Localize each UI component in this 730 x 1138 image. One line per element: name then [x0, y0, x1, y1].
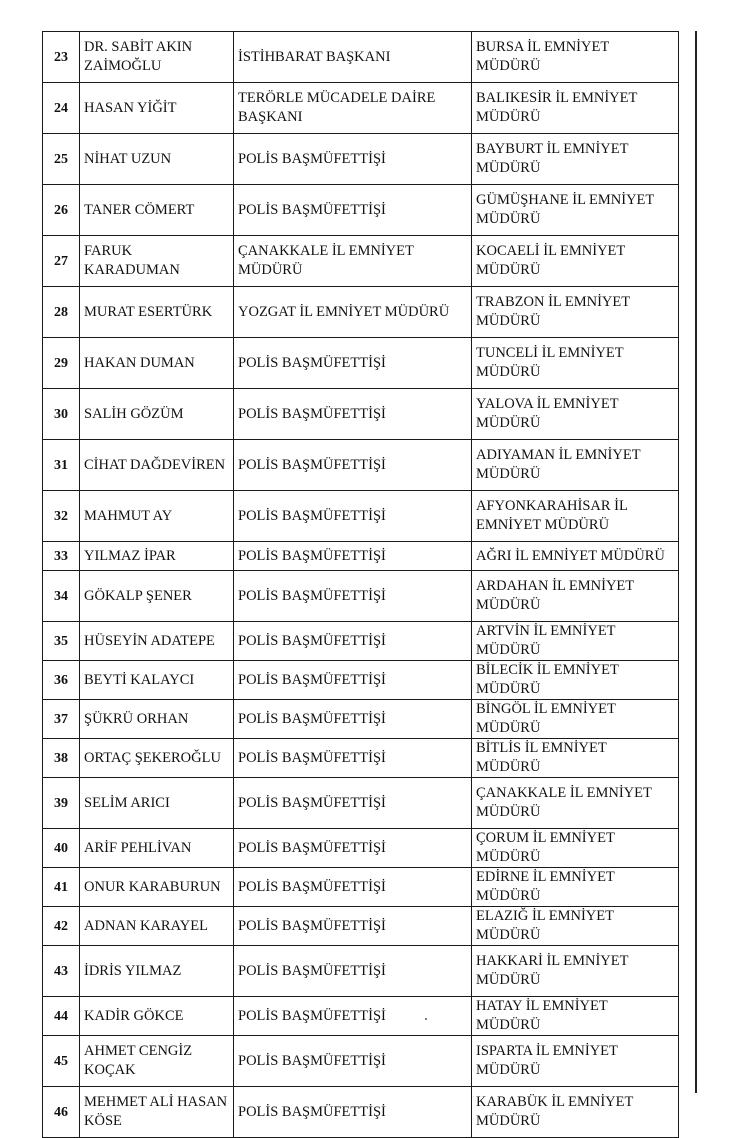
- current-position: POLİS BAŞMÜFETTİŞİ: [234, 829, 472, 868]
- appointment-table-body: [43, 32, 679, 1138]
- new-position: ISPARTA İL EMNİYET MÜDÜRÜ: [472, 1036, 679, 1087]
- row-number: 29: [43, 338, 80, 389]
- row-number: 38: [43, 739, 80, 778]
- current-position: POLİS BAŞMÜFETTİŞİ: [234, 440, 472, 491]
- current-position: POLİS BAŞMÜFETTİŞİ: [234, 868, 472, 907]
- new-position: KARABÜK İL EMNİYET MÜDÜRÜ: [472, 1087, 679, 1138]
- new-position: AĞRI İL EMNİYET MÜDÜRÜ: [472, 542, 679, 571]
- appointment-table: [42, 31, 679, 1138]
- current-position: POLİS BAŞMÜFETTİŞİ: [234, 739, 472, 778]
- row-number: 34: [43, 571, 80, 622]
- row-number: 32: [43, 491, 80, 542]
- row-number: 43: [43, 946, 80, 997]
- row-number: 35: [43, 622, 80, 661]
- current-position: POLİS BAŞMÜFETTİŞİ: [234, 491, 472, 542]
- new-position: ADIYAMAN İL EMNİYET MÜDÜRÜ: [472, 440, 679, 491]
- current-position: POLİS BAŞMÜFETTİŞİ: [234, 661, 472, 700]
- new-position: HAKKARİ İL EMNİYET MÜDÜRÜ: [472, 946, 679, 997]
- table-row: [43, 622, 679, 661]
- table-row: [43, 997, 679, 1036]
- current-position: POLİS BAŞMÜFETTİŞİ: [234, 1036, 472, 1087]
- table-row: [43, 542, 679, 571]
- current-position: POLİS BAŞMÜFETTİŞİ: [234, 542, 472, 571]
- person-name: ŞÜKRÜ ORHAN: [80, 700, 234, 739]
- table-row: [43, 491, 679, 542]
- person-name: İDRİS YILMAZ: [80, 946, 234, 997]
- new-position: TRABZON İL EMNİYET MÜDÜRÜ: [472, 287, 679, 338]
- person-name: AHMET CENGİZ KOÇAK: [80, 1036, 234, 1087]
- person-name: FARUK KARADUMAN: [80, 236, 234, 287]
- current-position: ÇANAKKALE İL EMNİYET MÜDÜRÜ: [234, 236, 472, 287]
- current-position: POLİS BAŞMÜFETTİŞİ: [234, 997, 472, 1036]
- table-row: [43, 700, 679, 739]
- person-name: ORTAÇ ŞEKEROĞLU: [80, 739, 234, 778]
- current-position: POLİS BAŞMÜFETTİŞİ: [234, 185, 472, 236]
- row-number: 33: [43, 542, 80, 571]
- table-row: [43, 946, 679, 997]
- person-name: GÖKALP ŞENER: [80, 571, 234, 622]
- person-name: MURAT ESERTÜRK: [80, 287, 234, 338]
- row-number: 36: [43, 661, 80, 700]
- table-row: [43, 571, 679, 622]
- table-row: [43, 440, 679, 491]
- table-row: [43, 185, 679, 236]
- table-row: [43, 829, 679, 868]
- row-number: 30: [43, 389, 80, 440]
- right-margin-rule: [695, 31, 697, 1093]
- current-position: POLİS BAŞMÜFETTİŞİ: [234, 700, 472, 739]
- table-row: [43, 868, 679, 907]
- table-row: [43, 1087, 679, 1138]
- person-name: ADNAN KARAYEL: [80, 907, 234, 946]
- current-position: POLİS BAŞMÜFETTİŞİ: [234, 946, 472, 997]
- new-position: ÇORUM İL EMNİYET MÜDÜRÜ: [472, 829, 679, 868]
- row-number: 40: [43, 829, 80, 868]
- person-name: MAHMUT AY: [80, 491, 234, 542]
- person-name: KADİR GÖKCE: [80, 997, 234, 1036]
- person-name: BEYTİ KALAYCI: [80, 661, 234, 700]
- row-number: 44: [43, 997, 80, 1036]
- person-name: SELİM ARICI: [80, 778, 234, 829]
- current-position: YOZGAT İL EMNİYET MÜDÜRÜ: [234, 287, 472, 338]
- new-position: KOCAELİ İL EMNİYET MÜDÜRÜ: [472, 236, 679, 287]
- table-row: [43, 236, 679, 287]
- current-position: TERÖRLE MÜCADELE DAİRE BAŞKANI: [234, 83, 472, 134]
- current-position: POLİS BAŞMÜFETTİŞİ: [234, 134, 472, 185]
- new-position: AFYONKARAHİSAR İL EMNİYET MÜDÜRÜ: [472, 491, 679, 542]
- row-number: 46: [43, 1087, 80, 1138]
- person-name: TANER CÖMERT: [80, 185, 234, 236]
- new-position: BALIKESİR İL EMNİYET MÜDÜRÜ: [472, 83, 679, 134]
- current-position: POLİS BAŞMÜFETTİŞİ: [234, 778, 472, 829]
- table-row: [43, 83, 679, 134]
- person-name: YILMAZ İPAR: [80, 542, 234, 571]
- person-name: DR. SABİT AKIN ZAİMOĞLU: [80, 32, 234, 83]
- row-number: 31: [43, 440, 80, 491]
- new-position: YALOVA İL EMNİYET MÜDÜRÜ: [472, 389, 679, 440]
- current-position: İSTİHBARAT BAŞKANI: [234, 32, 472, 83]
- table-row: [43, 739, 679, 778]
- table-row: [43, 134, 679, 185]
- new-position: BİTLİS İL EMNİYET MÜDÜRÜ: [472, 739, 679, 778]
- new-position: ELAZIĞ İL EMNİYET MÜDÜRÜ: [472, 907, 679, 946]
- table-row: [43, 389, 679, 440]
- new-position: ÇANAKKALE İL EMNİYET MÜDÜRÜ: [472, 778, 679, 829]
- row-number: 45: [43, 1036, 80, 1087]
- person-name: ARİF PEHLİVAN: [80, 829, 234, 868]
- table-row: [43, 287, 679, 338]
- new-position: BAYBURT İL EMNİYET MÜDÜRÜ: [472, 134, 679, 185]
- new-position: BURSA İL EMNİYET MÜDÜRÜ: [472, 32, 679, 83]
- current-position: POLİS BAŞMÜFETTİŞİ: [234, 338, 472, 389]
- new-position: ARTVİN İL EMNİYET MÜDÜRÜ: [472, 622, 679, 661]
- new-position: EDİRNE İL EMNİYET MÜDÜRÜ: [472, 868, 679, 907]
- table-row: [43, 778, 679, 829]
- person-name: ONUR KARABURUN: [80, 868, 234, 907]
- scan-speck: [425, 1018, 427, 1020]
- row-number: 27: [43, 236, 80, 287]
- row-number: 23: [43, 32, 80, 83]
- table-row: [43, 1036, 679, 1087]
- new-position: ARDAHAN İL EMNİYET MÜDÜRÜ: [472, 571, 679, 622]
- row-number: 42: [43, 907, 80, 946]
- person-name: MEHMET ALİ HASAN KÖSE: [80, 1087, 234, 1138]
- new-position: HATAY İL EMNİYET MÜDÜRÜ: [472, 997, 679, 1036]
- table-row: [43, 907, 679, 946]
- table-row: [43, 661, 679, 700]
- person-name: SALİH GÖZÜM: [80, 389, 234, 440]
- row-number: 41: [43, 868, 80, 907]
- row-number: 25: [43, 134, 80, 185]
- person-name: HAKAN DUMAN: [80, 338, 234, 389]
- row-number: 28: [43, 287, 80, 338]
- table-row: [43, 32, 679, 83]
- person-name: CİHAT DAĞDEVİREN: [80, 440, 234, 491]
- new-position: GÜMÜŞHANE İL EMNİYET MÜDÜRÜ: [472, 185, 679, 236]
- row-number: 39: [43, 778, 80, 829]
- row-number: 24: [43, 83, 80, 134]
- current-position: POLİS BAŞMÜFETTİŞİ: [234, 907, 472, 946]
- row-number: 37: [43, 700, 80, 739]
- current-position: POLİS BAŞMÜFETTİŞİ: [234, 571, 472, 622]
- current-position: POLİS BAŞMÜFETTİŞİ: [234, 389, 472, 440]
- new-position: BİLECİK İL EMNİYET MÜDÜRÜ: [472, 661, 679, 700]
- table-row: [43, 338, 679, 389]
- person-name: NİHAT UZUN: [80, 134, 234, 185]
- row-number: 26: [43, 185, 80, 236]
- person-name: HÜSEYİN ADATEPE: [80, 622, 234, 661]
- new-position: BİNGÖL İL EMNİYET MÜDÜRÜ: [472, 700, 679, 739]
- person-name: HASAN YİĞİT: [80, 83, 234, 134]
- new-position: TUNCELİ İL EMNİYET MÜDÜRÜ: [472, 338, 679, 389]
- current-position: POLİS BAŞMÜFETTİŞİ: [234, 1087, 472, 1138]
- current-position: POLİS BAŞMÜFETTİŞİ: [234, 622, 472, 661]
